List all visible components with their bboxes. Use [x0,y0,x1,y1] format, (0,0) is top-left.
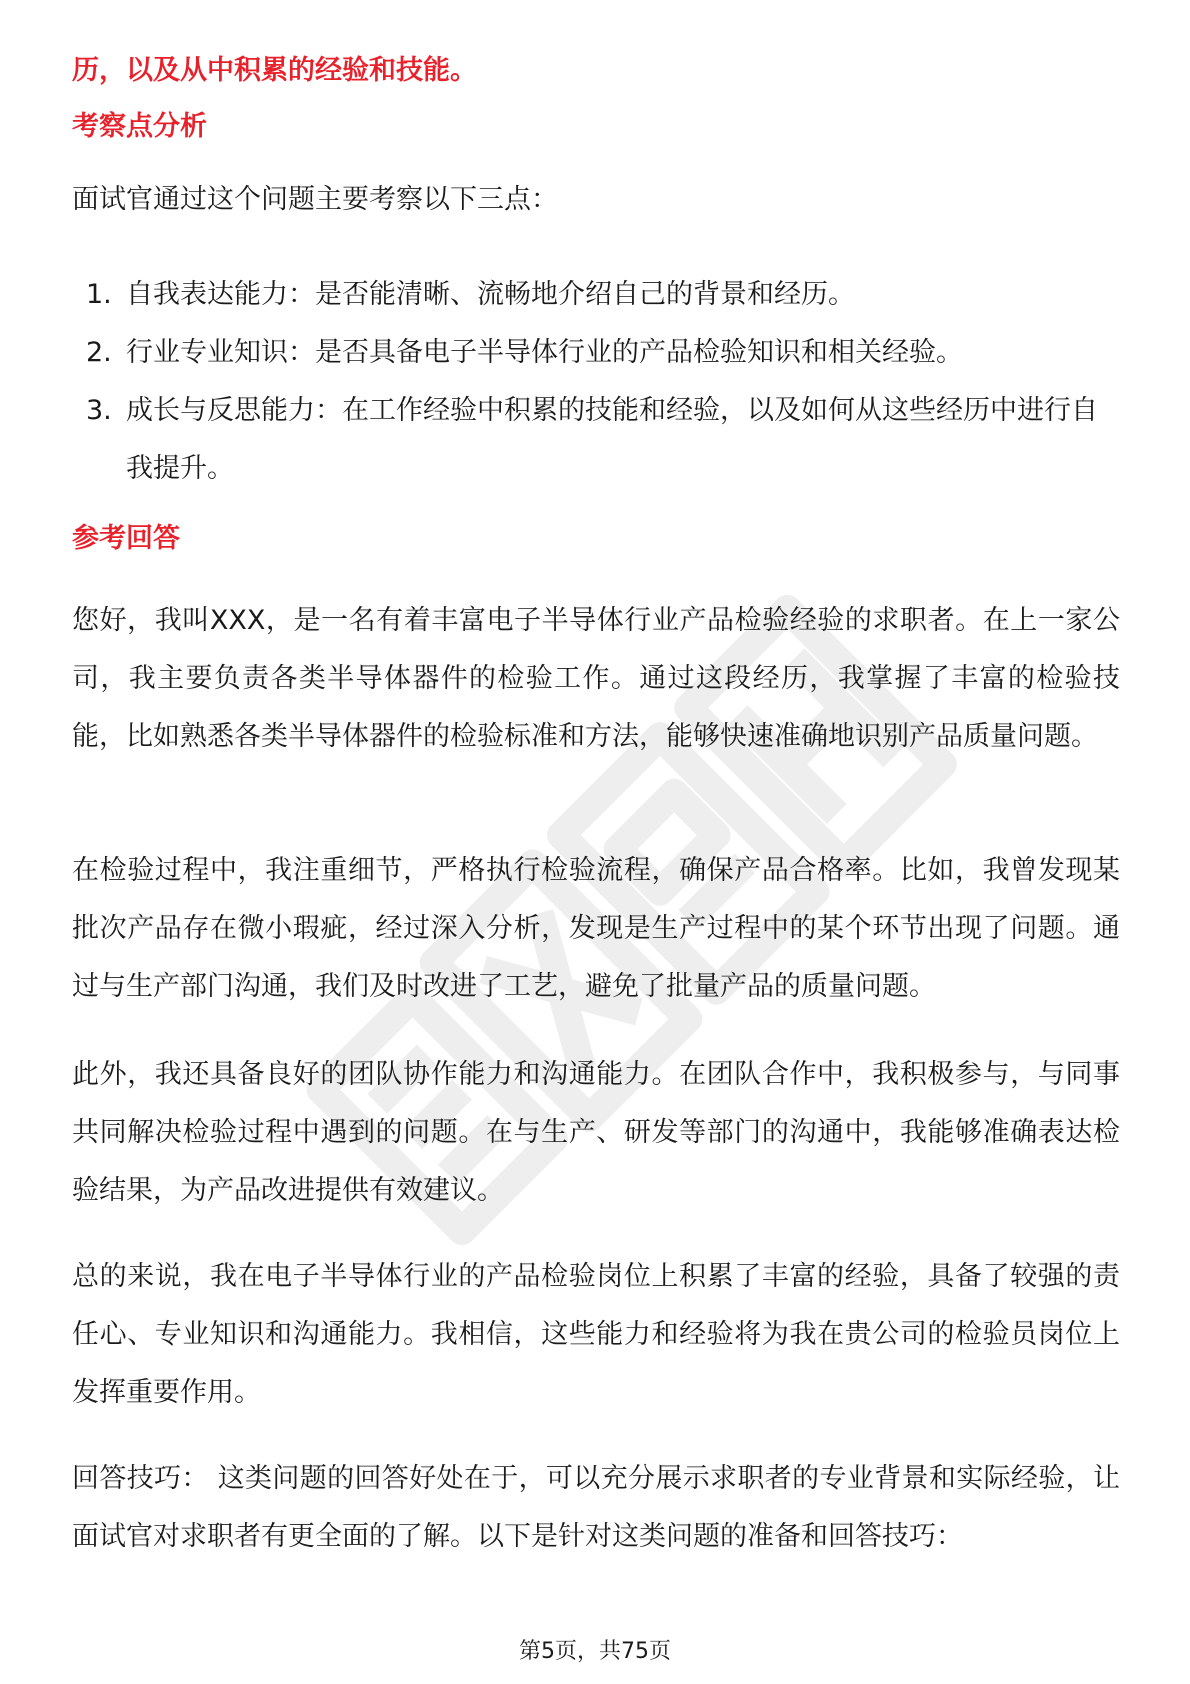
list-item [72,382,1120,498]
analysis-intro: 面试官通过这个问题主要考察以下三点： [72,184,558,215]
list-item [72,324,1120,382]
answer-paragraph: 您好，我叫XXX，是一名有着丰富电子半导体行业产品检验经验的求职者。在上一家公司，我主要负责各类半导体器件的检验工作。通过这段经历，我掌握了丰富的检验技能，比如熟悉各类半导体器件的检验标准和方法，能够快速准确地识别产品质量问题。 [72,605,1120,752]
list-item [72,266,1120,324]
page-number-footer: 第5页，共75页 [519,1639,671,1664]
analysis-points-list [72,266,1120,498]
answer-paragraph: 在检验过程中，我注重细节，严格执行检验流程，确保产品合格率。比如，我曾发现某批次产品存在微小瑕疵，经过深入分析，发现是生产过程中的某个环节出现了问题。通过与生产部门沟通，我们及时改进了工艺，避免了批量产品的质量问题。 [72,855,1120,1002]
list-item-text: 行业专业知识：是否具备电子半导体行业的产品检验知识和相关经验。 [126,337,963,368]
list-item-text: 自我表达能力：是否能清晰、流畅地介绍自己的背景和经历。 [126,279,855,310]
lead-continuation-text: 历，以及从中积累的经验和技能。 [72,55,477,86]
answer-tips-paragraph: 回答技巧： 这类问题的回答好处在于，可以充分展示求职者的专业背景和实际经验，让面试官对求职者有更全面的了解。以下是针对这类问题的准备和回答技巧： [72,1463,1120,1552]
answer-paragraph: 总的来说，我在电子半导体行业的产品检验岗位上积累了丰富的经验，具备了较强的责任心、专业知识和沟通能力。我相信，这些能力和经验将为我在贵公司的检验员岗位上发挥重要作用。 [72,1261,1120,1408]
list-number: 3. [86,395,112,426]
answer-paragraph: 此外，我还具备良好的团队协作能力和沟通能力。在团队合作中，我积极参与，与同事共同解决检验过程中遇到的问题。在与生产、研发等部门的沟通中，我能够准确表达检验结果，为产品改进提供有效建议。 [72,1059,1120,1206]
list-number: 1. [86,279,112,310]
section-heading-answer: 参考回答 [72,523,180,554]
list-number: 2. [86,337,112,368]
section-heading-analysis: 考察点分析 [72,111,207,142]
list-item-text: 成长与反思能力：在工作经验中积累的技能和经验，以及如何从这些经历中进行自我提升。 [126,395,1098,484]
